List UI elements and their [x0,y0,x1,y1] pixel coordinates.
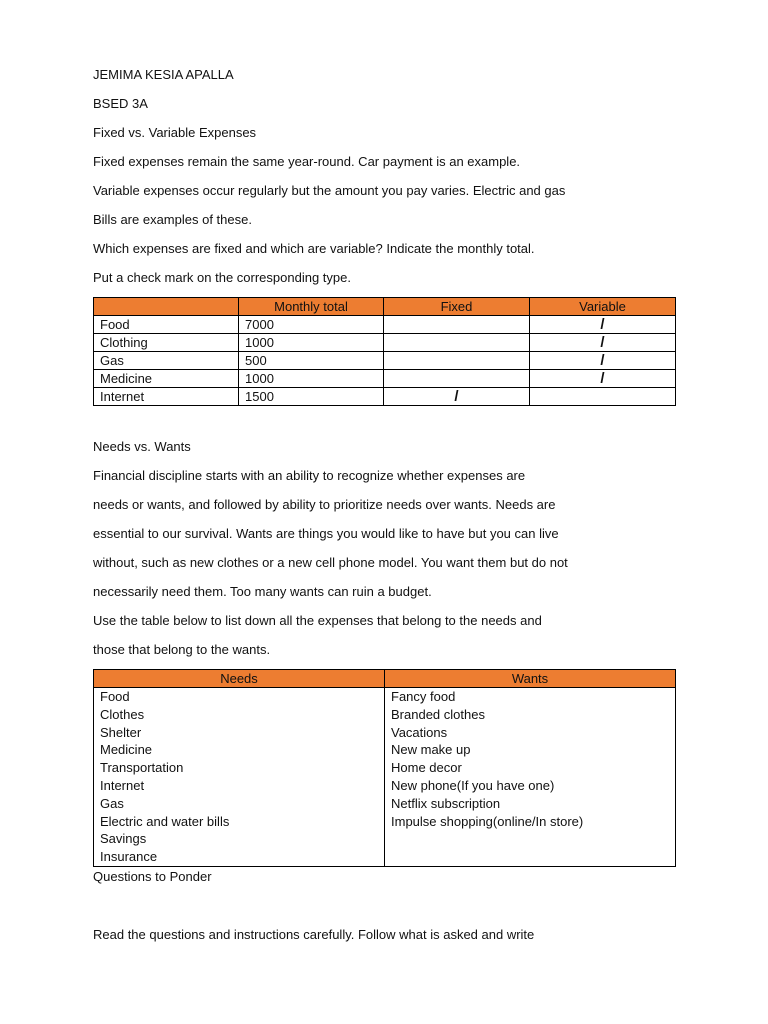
header-cell-fixed: Fixed [384,298,530,316]
needs-item: Clothes [100,706,145,722]
paragraph-line: Put a check mark on the corresponding type. [93,270,351,285]
wants-item: Impulse shopping(online/In store) [391,813,584,829]
expenses-table [93,297,676,406]
paragraph-line: those that belong to the wants. [93,642,271,657]
needs-item: Food [100,689,130,704]
paragraph-line: Read the questions and instructions carefully. Follow what is asked and write [93,927,535,942]
wants-item: Fancy food [391,689,456,704]
needs-item: Transportation [100,760,184,776]
expense-item: Food [94,316,239,334]
expense-total: 1000 [239,370,384,388]
wants-item: Netflix subscription [391,795,501,811]
table-row [94,688,676,867]
section-title-fixed-variable: Fixed vs. Variable Expenses [93,125,257,140]
fixed-mark [384,352,530,370]
table-row [94,352,676,370]
wants-item: New phone(If you have one) [391,777,555,793]
needs-item: Medicine [100,742,153,758]
paragraph-line: without, such as new clothes or a new cell phone model. You want them but do not [93,555,568,570]
wants-list [385,688,676,867]
needs-list [94,688,385,867]
paragraph-line: essential to our survival. Wants are things you would like to have but you can live [93,526,559,541]
paragraph-line: Bills are examples of these. [93,212,252,227]
paragraph-line: Use the table below to list down all the expenses that belong to the needs and [93,613,542,628]
needs-item: Electric and water bills [100,813,230,829]
fixed-mark: / [384,388,530,406]
expense-item: Gas [94,352,239,370]
header-cell-needs: Needs [94,670,385,688]
section-title-needs-wants: Needs vs. Wants [93,439,191,454]
fixed-mark [384,334,530,352]
expense-total: 500 [239,352,384,370]
expense-total: 1500 [239,388,384,406]
header-cell-monthly-total: Monthly total [239,298,384,316]
paragraph-line: Fixed expenses remain the same year-round. Car payment is an example. [93,154,521,169]
expense-total: 7000 [239,316,384,334]
wants-item: Branded clothes [391,706,485,722]
paragraph-line: Which expenses are fixed and which are variable? Indicate the monthly total. [93,241,535,256]
needs-item: Internet [100,777,145,793]
expense-total: 1000 [239,334,384,352]
paragraph-line: Variable expenses occur regularly but the amount you pay varies. Electric and gas [93,183,566,198]
fixed-mark [384,370,530,388]
variable-mark: / [530,370,676,388]
variable-mark: / [530,334,676,352]
table-row [94,316,676,334]
table-row [94,334,676,352]
paragraph-line: necessarily need them. Too many wants can ruin a budget. [93,584,432,599]
student-section: BSED 3A [93,96,148,111]
variable-mark: / [530,316,676,334]
needs-item: Insurance [100,849,158,865]
table-header-row [94,298,676,316]
header-cell-wants: Wants [385,670,676,688]
table-row [94,388,676,406]
student-name: JEMIMA KESIA APALLA [93,67,234,82]
paragraph-line: Financial discipline starts with an ability to recognize whether expenses are [93,468,526,483]
expense-item: Clothing [94,334,239,352]
section-title-questions: Questions to Ponder [93,869,212,884]
fixed-mark [384,316,530,334]
header-cell-variable: Variable [530,298,676,316]
expense-item: Internet [94,388,239,406]
table-row [94,370,676,388]
needs-item: Gas [100,795,124,811]
needs-wants-table [93,669,676,867]
header-cell-blank [94,298,239,316]
wants-item: Vacations [391,724,448,740]
wants-item: Home decor [391,760,462,776]
wants-item: New make up [391,742,471,758]
paragraph-line: needs or wants, and followed by ability to prioritize needs over wants. Needs are [93,497,556,512]
table-header-row [94,670,676,688]
variable-mark: / [530,352,676,370]
variable-mark [530,388,676,406]
needs-item: Savings [100,831,147,847]
needs-item: Shelter [100,724,142,740]
expense-item: Medicine [94,370,239,388]
